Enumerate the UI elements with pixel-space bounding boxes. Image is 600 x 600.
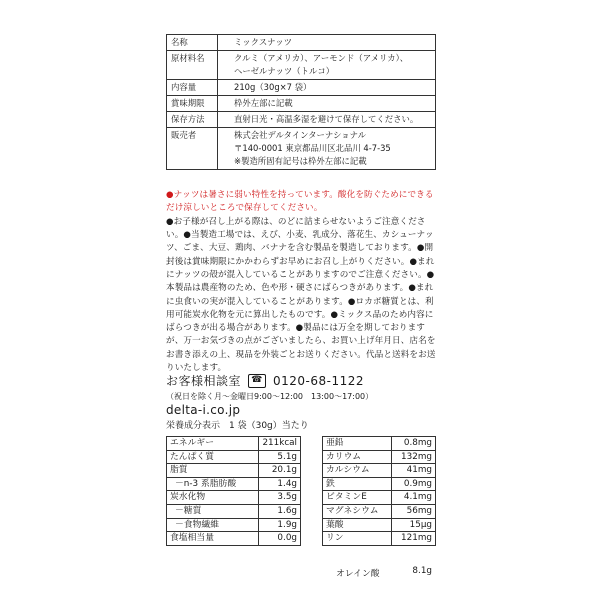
bullet-icon: ●: [295, 323, 304, 334]
nutrition-row: [167, 477, 301, 491]
info-value: [218, 128, 436, 170]
contact-title: お客様相談室: [166, 374, 242, 388]
nutrient-name: 葉酸: [323, 518, 392, 532]
nutrient-name: －n-3 系脂肪酸: [167, 477, 259, 491]
contact-hours: （祝日を除く月～金曜日9:00～12:00 13:00～17:00）: [166, 392, 374, 401]
nutrition-heading: 栄養成分表示 1 袋（30g）当たり: [166, 421, 309, 431]
info-value-line: 直射日光・高温多湿を避けて保存してください。: [234, 114, 419, 125]
nutrition-row: [167, 504, 301, 518]
nutrient-value: 0.8mg: [392, 437, 436, 451]
bullet-icon: ●: [347, 296, 356, 307]
nutrient-name: リン: [323, 532, 392, 546]
website-url[interactable]: delta-i.co.jp: [166, 403, 241, 417]
nutrient-value: 1.9g: [259, 518, 301, 532]
nutrition-row: [323, 477, 436, 491]
nutrient-value: 0.9mg: [392, 477, 436, 491]
nutrient-name: たんぱく質: [167, 450, 259, 464]
phone-number[interactable]: 0120-68-1122: [273, 373, 365, 388]
info-value-line: ヘーゼルナッツ（トルコ）: [234, 66, 335, 77]
info-value-line: ミックスナッツ: [234, 37, 293, 47]
storage-warning: ●ナッツは暑さに弱い特性を持っています。酸化を防ぐためにできるだけ涼しいところで保存してください。: [166, 190, 434, 214]
nutrition-table-right: [322, 436, 436, 546]
caution-note: ミックス品のため内容にばらつきが出る場合があります。: [166, 309, 434, 334]
nutrient-value: 15μg: [392, 518, 436, 532]
nutrition-row: [323, 491, 436, 505]
info-value-line: 210g（30g×7 袋）: [234, 82, 312, 93]
caution-note: 本製品は農産物のため、色や形・硬さにばらつきがあります。: [166, 283, 409, 294]
info-value-line: 〒140-0001 東京都品川区北品川 4-7-35: [234, 143, 391, 154]
nutrient-name: 鉄: [323, 477, 392, 491]
info-value: [218, 35, 436, 51]
bullet-icon: ●: [408, 283, 416, 294]
info-value-line: 株式会社デルタインターナショナル: [234, 130, 366, 141]
nutrient-value: 20.1g: [259, 464, 301, 478]
info-row: [167, 80, 436, 96]
nutrition-row: [323, 504, 436, 518]
info-value-line: クルミ（アメリカ）、アーモンド（アメリカ）、: [234, 53, 409, 64]
nutrient-name: 食塩相当量: [167, 532, 259, 546]
info-label: 内容量: [167, 80, 218, 96]
caution-note: ロカボ糖質とは、利用可能炭水化物を元に算出したものです。: [166, 296, 434, 320]
phone-icon: ☎: [248, 374, 266, 388]
oleic-acid-name: オレイン酸: [336, 569, 380, 579]
bullet-icon: ●: [409, 256, 418, 267]
info-label: 名称: [167, 35, 218, 51]
bullet-icon: ●: [426, 269, 435, 280]
nutrient-value: 56mg: [392, 504, 436, 518]
info-value: [218, 96, 436, 112]
nutrient-value: 1.6g: [259, 504, 301, 518]
nutrient-value: 41mg: [392, 464, 436, 478]
nutrition-row: [323, 518, 436, 532]
info-value: [218, 80, 436, 96]
oleic-acid-row: [322, 566, 432, 579]
product-info-table: [166, 34, 436, 170]
nutrition-row: [323, 464, 436, 478]
info-row: [167, 96, 436, 112]
info-label: 賞味期限: [167, 96, 218, 112]
info-label: 原材料名: [167, 51, 218, 80]
nutrient-value: 4.1mg: [392, 491, 436, 505]
nutrient-value: 5.1g: [259, 450, 301, 464]
nutrient-value: 0.0g: [259, 532, 301, 546]
info-label: 保存方法: [167, 112, 218, 128]
nutrient-name: 亜鉛: [323, 437, 392, 451]
nutrient-name: カルシウム: [323, 464, 392, 478]
nutrient-value: 132mg: [392, 450, 436, 464]
caution-note: 当製造工場では、えび、小麦、乳成分、落花生、カシューナッツ、ごま、大豆、鶏肉、バナナを含む製品を製造しております。: [166, 229, 434, 254]
nutrient-value: 121mg: [392, 532, 436, 546]
nutrition-row: [167, 532, 301, 546]
bullet-icon: ●: [183, 229, 191, 240]
bullet-icon: ●: [416, 243, 425, 254]
nutrition-table-left: [166, 436, 301, 546]
info-value-line: ※製造所固有記号は枠外左部に記載: [234, 156, 367, 167]
nutrient-value: 211kcal: [259, 437, 301, 451]
info-row: [167, 128, 436, 170]
nutrition-row: [167, 518, 301, 532]
info-label: 販売者: [167, 128, 218, 170]
nutrition-row: [167, 450, 301, 464]
nutrient-name: マグネシウム: [323, 504, 392, 518]
nutrition-row: [323, 450, 436, 464]
nutrient-name: －食物繊維: [167, 518, 259, 532]
nutrient-value: 1.4g: [259, 477, 301, 491]
caution-note: お子様が召し上がる際は、のどに詰まらせないようご注意ください。: [166, 216, 426, 240]
info-row: [167, 51, 436, 80]
nutrient-name: 脂質: [167, 464, 259, 478]
notes-section: [166, 189, 436, 375]
nutrient-name: 炭水化物: [167, 491, 259, 505]
info-value: [218, 51, 436, 80]
info-value: [218, 112, 436, 128]
nutrient-name: ビタミンE: [323, 491, 392, 505]
nutrient-name: エネルギー: [167, 437, 259, 451]
storage-warning-text: ナッツは暑さに弱い特性を持っています。酸化を防ぐためにできるだけ涼しいところで保存してください。: [166, 190, 434, 214]
nutrient-name: カリウム: [323, 450, 392, 464]
nutrition-row: [167, 437, 301, 451]
contact-title-row: [166, 372, 436, 389]
nutrient-name: －糖質: [167, 504, 259, 518]
caution-note: まれに虫食いの実が混入していることがあります。: [166, 283, 434, 307]
info-row: [167, 35, 436, 51]
nutrition-row: [323, 437, 436, 451]
nutrient-value: 3.5g: [259, 491, 301, 505]
caution-notes: [166, 216, 436, 376]
info-row: [167, 112, 436, 128]
oleic-acid-value: 8.1g: [412, 566, 432, 576]
caution-note: まれにナッツの殻が混入していることがありますのでご注意ください。: [166, 256, 435, 280]
nutrition-row: [167, 464, 301, 478]
customer-contact: [166, 372, 436, 417]
info-value-line: 枠外左部に記載: [234, 98, 293, 109]
nutrition-row: [323, 532, 436, 546]
bullet-icon: ●: [166, 216, 174, 227]
caution-note: 開封後は賞味期限にかかわらずお早めにお召し上がりください。: [166, 243, 434, 267]
caution-note: 製品には万全を期しておりますが、万一お気づきの点がございましたら、お買い上げ年月日、店名をお書き添えの上、現品を外装ごとお送りください。代品と送料をお送りいたします。: [166, 323, 436, 374]
nutrition-row: [167, 491, 301, 505]
bullet-icon: ●: [330, 309, 339, 320]
